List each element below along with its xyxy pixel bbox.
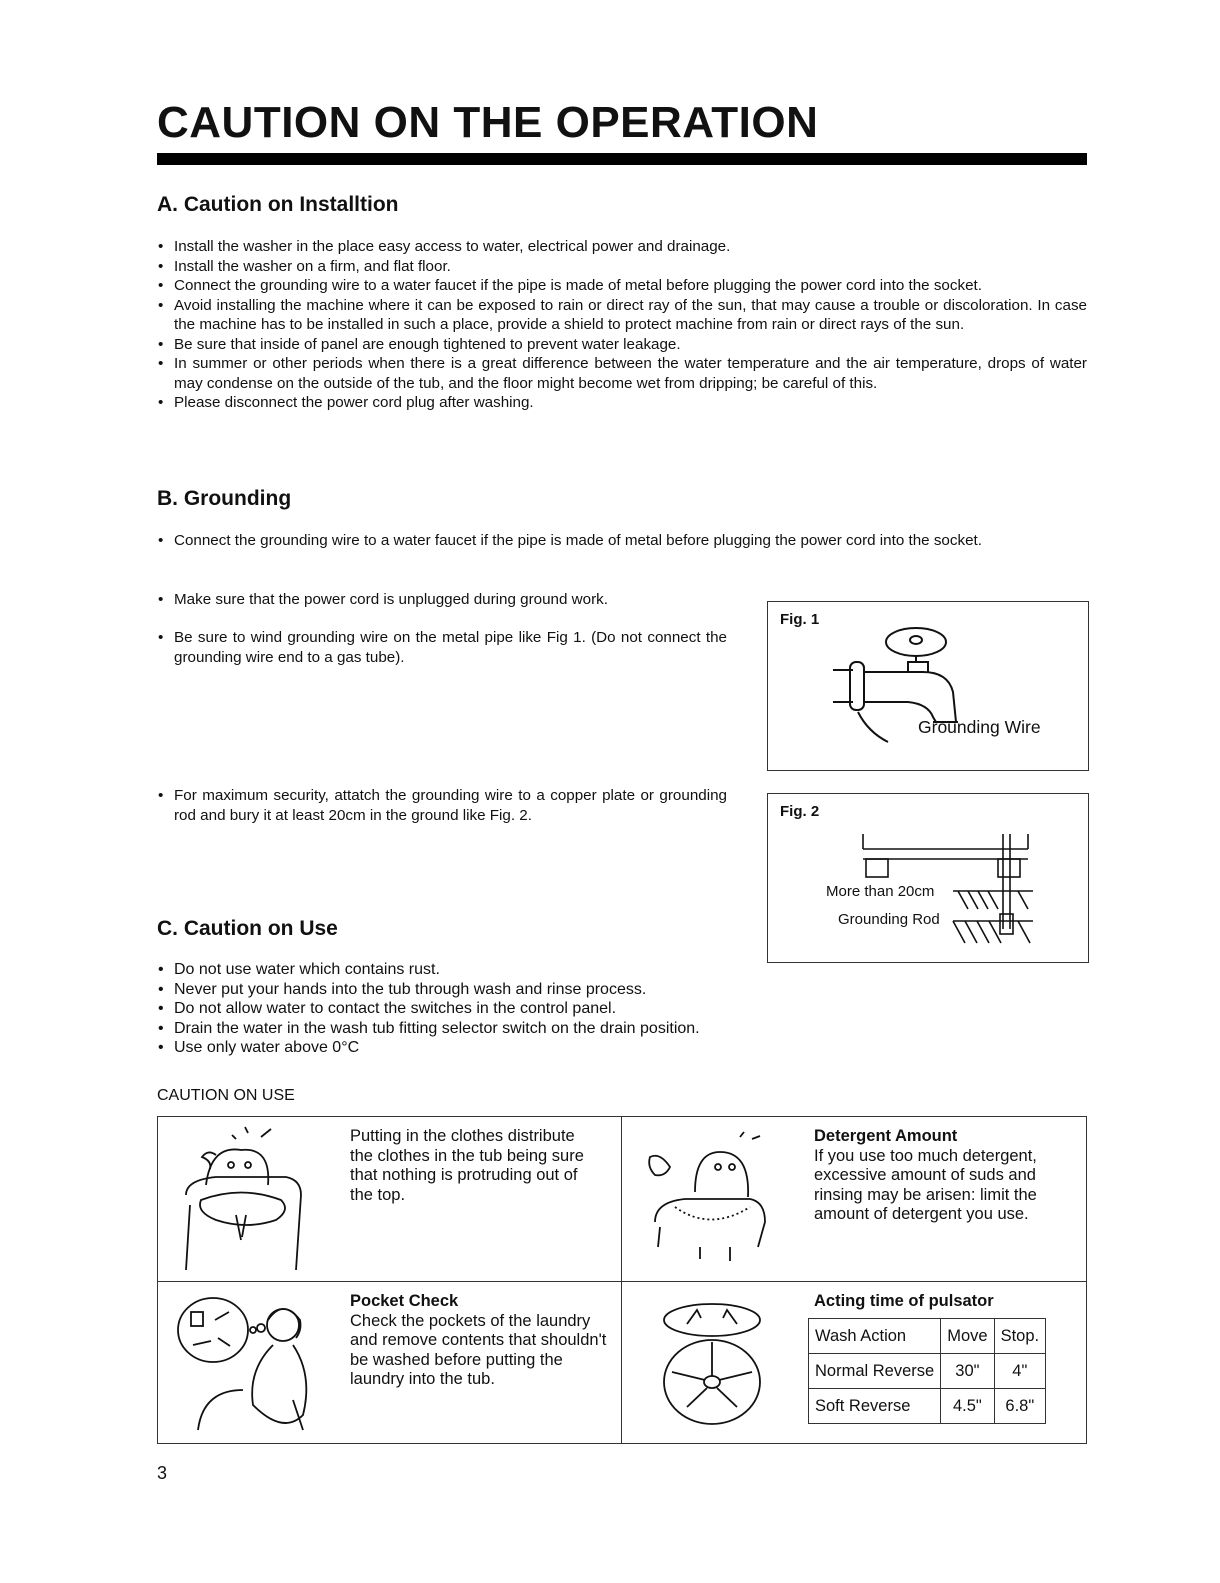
clothes-text: Putting in the clothes distribute the clothes in the tub being sure that nothing is protruding out of the top. (350, 1127, 584, 1204)
figure-2 (767, 793, 1089, 963)
table-cell: Normal Reverse (809, 1354, 941, 1389)
list-item: • In summer or other periods when there is a great difference between the water temperature and the air temperature, drops of water may condense on the outside of the tub, and the floor might become wet from dripping; be careful of this. (157, 354, 1087, 393)
pulsator-cell (622, 1282, 1086, 1446)
pocket-title: Pocket Check (350, 1292, 459, 1310)
pocket-check-icon (173, 1290, 313, 1440)
page-title: CAUTION ON THE OPERATION (157, 98, 819, 147)
section-b-list-4 (157, 786, 727, 825)
table-cell: 30" (941, 1354, 994, 1389)
list-item: • Drain the water in the wash tub fitting selector switch on the drain position. (157, 1019, 957, 1039)
section-b-list-2 (157, 590, 727, 610)
table-row (809, 1389, 1046, 1424)
pulsator-title: Acting time of pulsator (814, 1292, 994, 1310)
table-cell: Soft Reverse (809, 1389, 941, 1424)
page-number: 3 (157, 1463, 168, 1483)
figure-2-rod-label: Grounding Rod (838, 911, 940, 928)
table-row (809, 1319, 1046, 1354)
list-item: • Please disconnect the power cord plug after washing. (157, 393, 1087, 413)
section-a-list (157, 237, 1087, 413)
detergent-title: Detergent Amount (814, 1127, 958, 1145)
list-item: • Install the washer on a firm, and flat floor. (157, 257, 1087, 277)
detergent-text: If you use too much detergent, excessive amount of suds and rinsing may be arisen: limit the amount of detergent you use. (814, 1146, 1037, 1223)
detergent-cell (622, 1117, 1086, 1281)
figure-2-depth-label: More than 20cm (826, 883, 935, 900)
caution-grid (157, 1116, 1087, 1444)
table-cell: 4" (994, 1354, 1046, 1389)
section-c-list (157, 960, 957, 1058)
pulsator-table (808, 1318, 1046, 1424)
section-b-list-3 (157, 628, 727, 667)
pulsator-icon (657, 1302, 767, 1432)
figure-2-label: Fig. 2 (780, 803, 820, 820)
clothes-cell (158, 1117, 622, 1281)
table-header-cell: Stop. (994, 1319, 1046, 1354)
figure-1-label: Fig. 1 (780, 611, 820, 628)
table-cell: 6.8" (994, 1389, 1046, 1424)
figure-1 (767, 601, 1089, 771)
detergent-text-block (814, 1127, 1074, 1225)
list-item: • Never put your hands into the tub through wash and rinse process. (157, 980, 957, 1000)
washer-clothes-icon (176, 1125, 306, 1273)
list-item: • Avoid installing the machine where it can be exposed to rain or direct ray of the sun, that may cause a trouble or discoloration. In case the machine has to be installed in such a place, provide a shield to protect machine from rain or direct rays of the sun. (157, 296, 1087, 335)
table-header-cell: Wash Action (809, 1319, 941, 1354)
title-rule (157, 153, 1087, 165)
table-header-cell: Move (941, 1319, 994, 1354)
detergent-washer-icon (640, 1127, 775, 1267)
list-item: • Be sure to wind grounding wire on the metal pipe like Fig 1. (Do not connect the grounding wire end to a gas tube). (157, 628, 727, 667)
pocket-text-block (350, 1292, 610, 1390)
section-c-heading: C. Caution on Use (157, 917, 338, 940)
list-item: • Connect the grounding wire to a water faucet if the pipe is made of metal before plugging the power cord into the socket. (157, 276, 1087, 296)
section-a-heading: A. Caution on Installtion (157, 193, 399, 216)
table-cell: 4.5" (941, 1389, 994, 1424)
list-item: • Be sure that inside of panel are enough tightened to prevent water leakage. (157, 335, 1087, 355)
section-b-list-1 (157, 531, 1087, 551)
list-item: • Do not allow water to contact the switches in the control panel. (157, 999, 957, 1019)
list-item: • For maximum security, attatch the grounding wire to a copper plate or grounding rod and bury it at least 20cm in the ground like Fig. 2. (157, 786, 727, 825)
list-item: • Install the washer in the place easy access to water, electrical power and drainage. (157, 237, 1087, 257)
list-item: • Do not use water which contains rust. (157, 960, 957, 980)
pocket-cell (158, 1282, 622, 1446)
section-b-heading: B. Grounding (157, 487, 292, 510)
pocket-text: Check the pockets of the laundry and remove contents that shouldn't be washed before putting the laundry into the tub. (350, 1311, 607, 1388)
figure-1-caption: Grounding Wire (918, 717, 1041, 737)
list-item: • Make sure that the power cord is unplugged during ground work. (157, 590, 727, 610)
list-item: • Connect the grounding wire to a water faucet if the pipe is made of metal before plugging the power cord into the socket. (157, 531, 1087, 551)
list-item: • Use only water above 0°C (157, 1038, 957, 1058)
table-row (809, 1354, 1046, 1389)
caution-on-use-label: CAUTION ON USE (157, 1087, 295, 1104)
